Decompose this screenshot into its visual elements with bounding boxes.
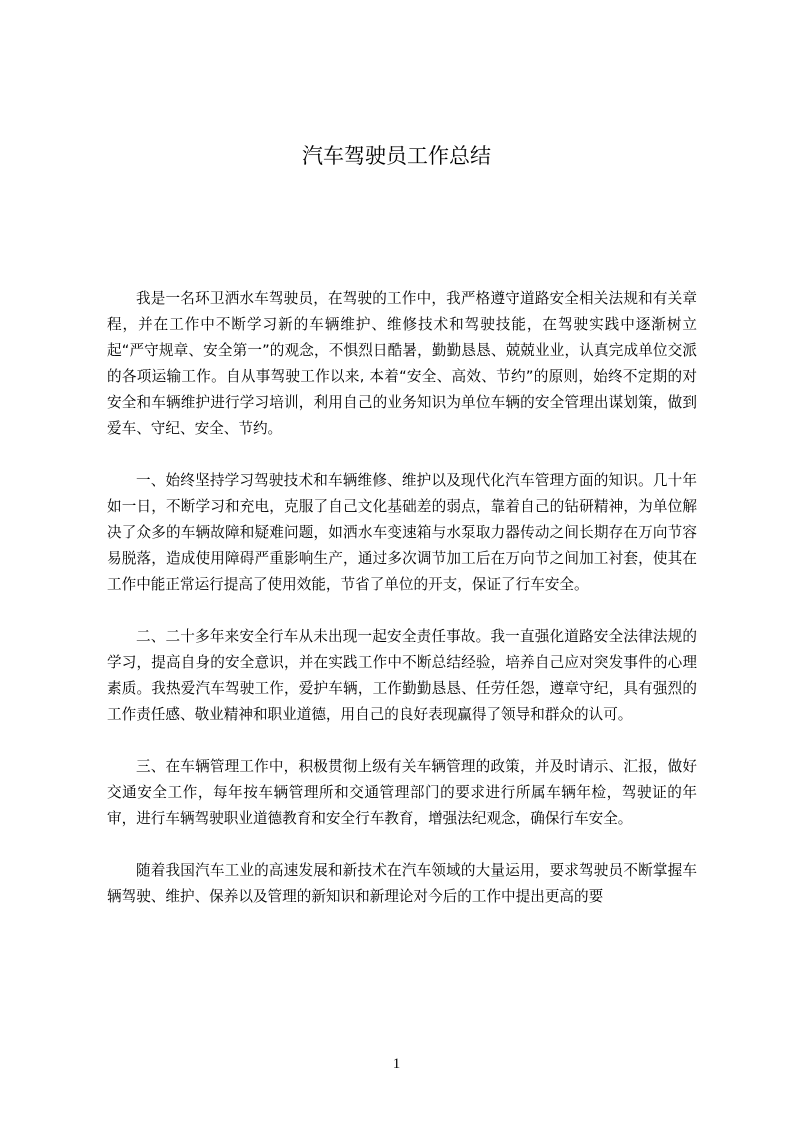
paragraph-point-two: 二、二十多年来安全行车从未出现一起安全责任事故。我一直强化道路安全法律法规的学习，提高自身的安全意识，并在实践工作中不断总结经验，培养自己应对突发事件的心理素质。我热爱汽车驾驶工作，爱护车辆，工作勤勤恳恳、任劳任怨，遵章守纪，具有强烈的工作责任感、敬业精神和职业道德，用自己的良好表现赢得了领导和群众的认可。 <box>107 628 697 723</box>
document-body <box>107 286 697 936</box>
paragraph-outlook: 随着我国汽车工业的高速发展和新技术在汽车领域的大量运用，要求驾驶员不断掌握车辆驾驶、维护、保养以及管理的新知识和新理论对今后的工作中提出更高的要 <box>107 862 697 905</box>
page-number: 1 <box>392 1056 401 1072</box>
document-title: 汽车驾驶员工作总结 <box>302 144 491 168</box>
paragraph-point-one: 一、始终坚持学习驾驶技术和车辆维修、维护以及现代化汽车管理方面的知识。几十年如一日，不断学习和充电，克服了自己文化基础差的弱点，靠着自己的钻研精神，为单位解决了众多的车辆故障和疑难问题，如洒水车变速箱与水泵取力器传动之间长期存在万向节容易脱落，造成使用障碍严重影响生产，通过多次调节加工后在万向节之间加工衬套，使其在工作中能正常运行提高了使用效能，节省了单位的开支，保证了行车安全。 <box>107 472 697 593</box>
paragraph-intro: 我是一名环卫洒水车驾驶员，在驾驶的工作中，我严格遵守道路安全相关法规和有关章程，并在工作中不断学习新的车辆维护、维修技术和驾驶技能，在驾驶实践中逐渐树立起“严守规章、安全第一”的观念，不惧烈日酷暑，勤勤恳恳、兢兢业业，认真完成单位交派的各项运输工作。自从事驾驶工作以来, 本着“安全、高效、节约”的原则，始终不定期的对安全和车辆维护进行学习培训，利用自己的业务知识为单位车辆的安全管理出谋划策，做到爱车、守纪、安全、节约。 <box>107 290 697 437</box>
paragraph-point-three: 三、在车辆管理工作中，积极贯彻上级有关车辆管理的政策，并及时请示、汇报，做好交通安全工作，每年按车辆管理所和交通管理部门的要求进行所属车辆年检，驾驶证的年审，进行车辆驾驶职业道德教育和安全行车教育，增强法纪观念，确保行车安全。 <box>107 758 697 827</box>
